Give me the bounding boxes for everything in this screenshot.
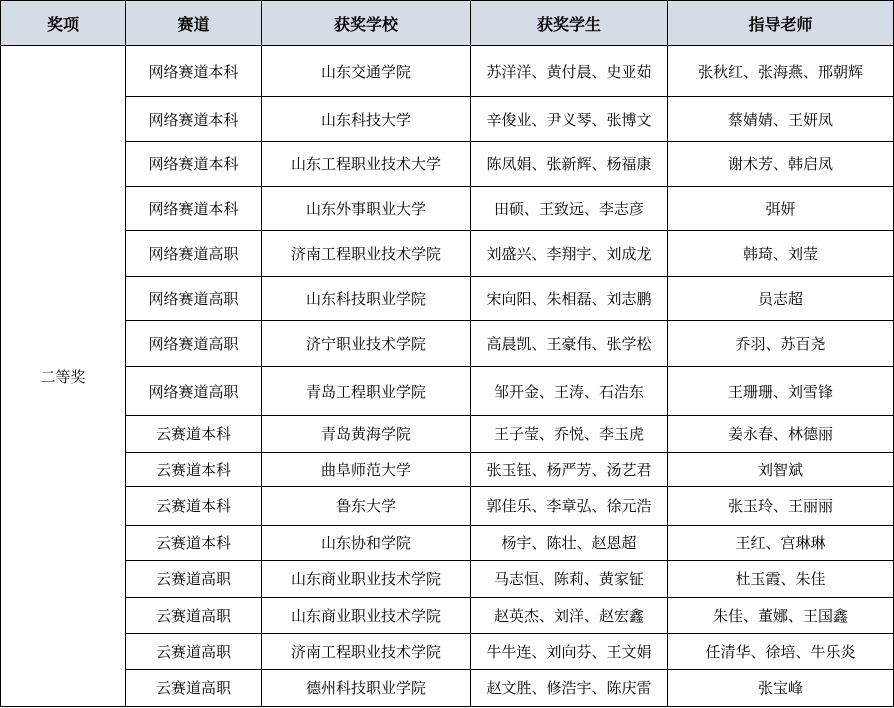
track-cell: 云赛道本科 — [126, 415, 262, 452]
students-cell: 田硕、王致远、李志彦 — [471, 187, 668, 231]
school-cell: 济宁职业技术学院 — [262, 321, 471, 367]
school-cell: 山东外事职业大学 — [262, 187, 471, 231]
school-cell: 山东商业职业技术学院 — [262, 560, 471, 597]
school-cell: 德州科技职业学院 — [262, 669, 471, 706]
track-cell: 网络赛道本科 — [126, 46, 262, 97]
teachers-cell: 王红、宫琳琳 — [668, 525, 894, 560]
students-cell: 邹开金、王涛、石浩东 — [471, 367, 668, 415]
table-row — [1, 141, 894, 186]
teachers-cell: 王珊珊、刘雪锋 — [668, 367, 894, 415]
students-cell: 宋向阳、朱相磊、刘志鹏 — [471, 276, 668, 320]
track-cell: 网络赛道本科 — [126, 187, 262, 231]
school-cell: 济南工程职业技术学院 — [262, 634, 471, 669]
school-cell: 山东科技职业学院 — [262, 276, 471, 320]
table-row — [1, 367, 894, 415]
students-cell: 辛俊业、尹义琴、张博文 — [471, 97, 668, 141]
track-cell: 网络赛道高职 — [126, 321, 262, 367]
table-row — [1, 525, 894, 560]
header-students: 获奖学生 — [471, 1, 668, 46]
teachers-cell: 弭妍 — [668, 187, 894, 231]
school-cell: 青岛黄海学院 — [262, 415, 471, 452]
track-cell: 网络赛道高职 — [126, 276, 262, 320]
track-cell: 网络赛道本科 — [126, 97, 262, 141]
table-row — [1, 487, 894, 525]
school-cell: 鲁东大学 — [262, 487, 471, 525]
students-cell: 赵英杰、刘洋、赵宏鑫 — [471, 598, 668, 634]
table-row — [1, 415, 894, 452]
table-row — [1, 669, 894, 706]
award-level-cell: 二等奖 — [1, 46, 126, 707]
table-row — [1, 321, 894, 367]
school-cell: 济南工程职业技术学院 — [262, 231, 471, 276]
teachers-cell: 朱佳、董娜、王国鑫 — [668, 598, 894, 634]
students-cell: 张玉钰、杨严芳、汤艺君 — [471, 453, 668, 487]
table-row — [1, 634, 894, 669]
teachers-cell: 乔羽、苏百尧 — [668, 321, 894, 367]
school-cell: 山东交通学院 — [262, 46, 471, 97]
table-body — [1, 46, 894, 707]
school-cell: 山东商业职业技术学院 — [262, 598, 471, 634]
track-cell: 云赛道高职 — [126, 560, 262, 597]
teachers-cell: 张玉玲、王丽丽 — [668, 487, 894, 525]
track-cell: 网络赛道本科 — [126, 141, 262, 186]
table-row — [1, 276, 894, 320]
school-cell: 曲阜师范大学 — [262, 453, 471, 487]
track-cell: 网络赛道高职 — [126, 367, 262, 415]
teachers-cell: 张秋红、张海燕、邢朝辉 — [668, 46, 894, 97]
header-teachers: 指导老师 — [668, 1, 894, 46]
teachers-cell: 张宝峰 — [668, 669, 894, 706]
header-track: 赛道 — [126, 1, 262, 46]
table-row — [1, 453, 894, 487]
school-cell: 山东科技大学 — [262, 97, 471, 141]
table-row — [1, 46, 894, 97]
teachers-cell: 杜玉霞、朱佳 — [668, 560, 894, 597]
students-cell: 杨宇、陈壮、赵恩超 — [471, 525, 668, 560]
track-cell: 云赛道高职 — [126, 634, 262, 669]
students-cell: 赵文胜、修浩宇、陈庆雷 — [471, 669, 668, 706]
table-row — [1, 560, 894, 597]
students-cell: 刘盛兴、李翔宇、刘成龙 — [471, 231, 668, 276]
table-row — [1, 231, 894, 276]
track-cell: 网络赛道高职 — [126, 231, 262, 276]
teachers-cell: 谢术芳、韩启凤 — [668, 141, 894, 186]
school-cell: 山东工程职业技术大学 — [262, 141, 471, 186]
header-row — [1, 1, 894, 46]
students-cell: 高晨凯、王豪伟、张学松 — [471, 321, 668, 367]
track-cell: 云赛道本科 — [126, 453, 262, 487]
header-award: 奖项 — [1, 1, 126, 46]
teachers-cell: 任清华、徐培、牛乐炎 — [668, 634, 894, 669]
track-cell: 云赛道高职 — [126, 669, 262, 706]
header-school: 获奖学校 — [262, 1, 471, 46]
school-cell: 青岛工程职业学院 — [262, 367, 471, 415]
teachers-cell: 蔡婧婧、王妍凤 — [668, 97, 894, 141]
school-cell: 山东协和学院 — [262, 525, 471, 560]
teachers-cell: 刘智斌 — [668, 453, 894, 487]
teachers-cell: 员志超 — [668, 276, 894, 320]
teachers-cell: 姜永春、林德丽 — [668, 415, 894, 452]
track-cell: 云赛道高职 — [126, 598, 262, 634]
track-cell: 云赛道本科 — [126, 525, 262, 560]
students-cell: 陈凤娟、张新辉、杨福康 — [471, 141, 668, 186]
students-cell: 马志恒、陈莉、黄家钲 — [471, 560, 668, 597]
teachers-cell: 韩琦、刘莹 — [668, 231, 894, 276]
students-cell: 郭佳乐、李章弘、徐元浩 — [471, 487, 668, 525]
students-cell: 苏洋洋、黄付晨、史亚茹 — [471, 46, 668, 97]
students-cell: 王子莹、乔悦、李玉虎 — [471, 415, 668, 452]
table-row — [1, 187, 894, 231]
table-row — [1, 97, 894, 141]
students-cell: 牛牛连、刘向芬、王文娟 — [471, 634, 668, 669]
track-cell: 云赛道本科 — [126, 487, 262, 525]
table-row — [1, 598, 894, 634]
